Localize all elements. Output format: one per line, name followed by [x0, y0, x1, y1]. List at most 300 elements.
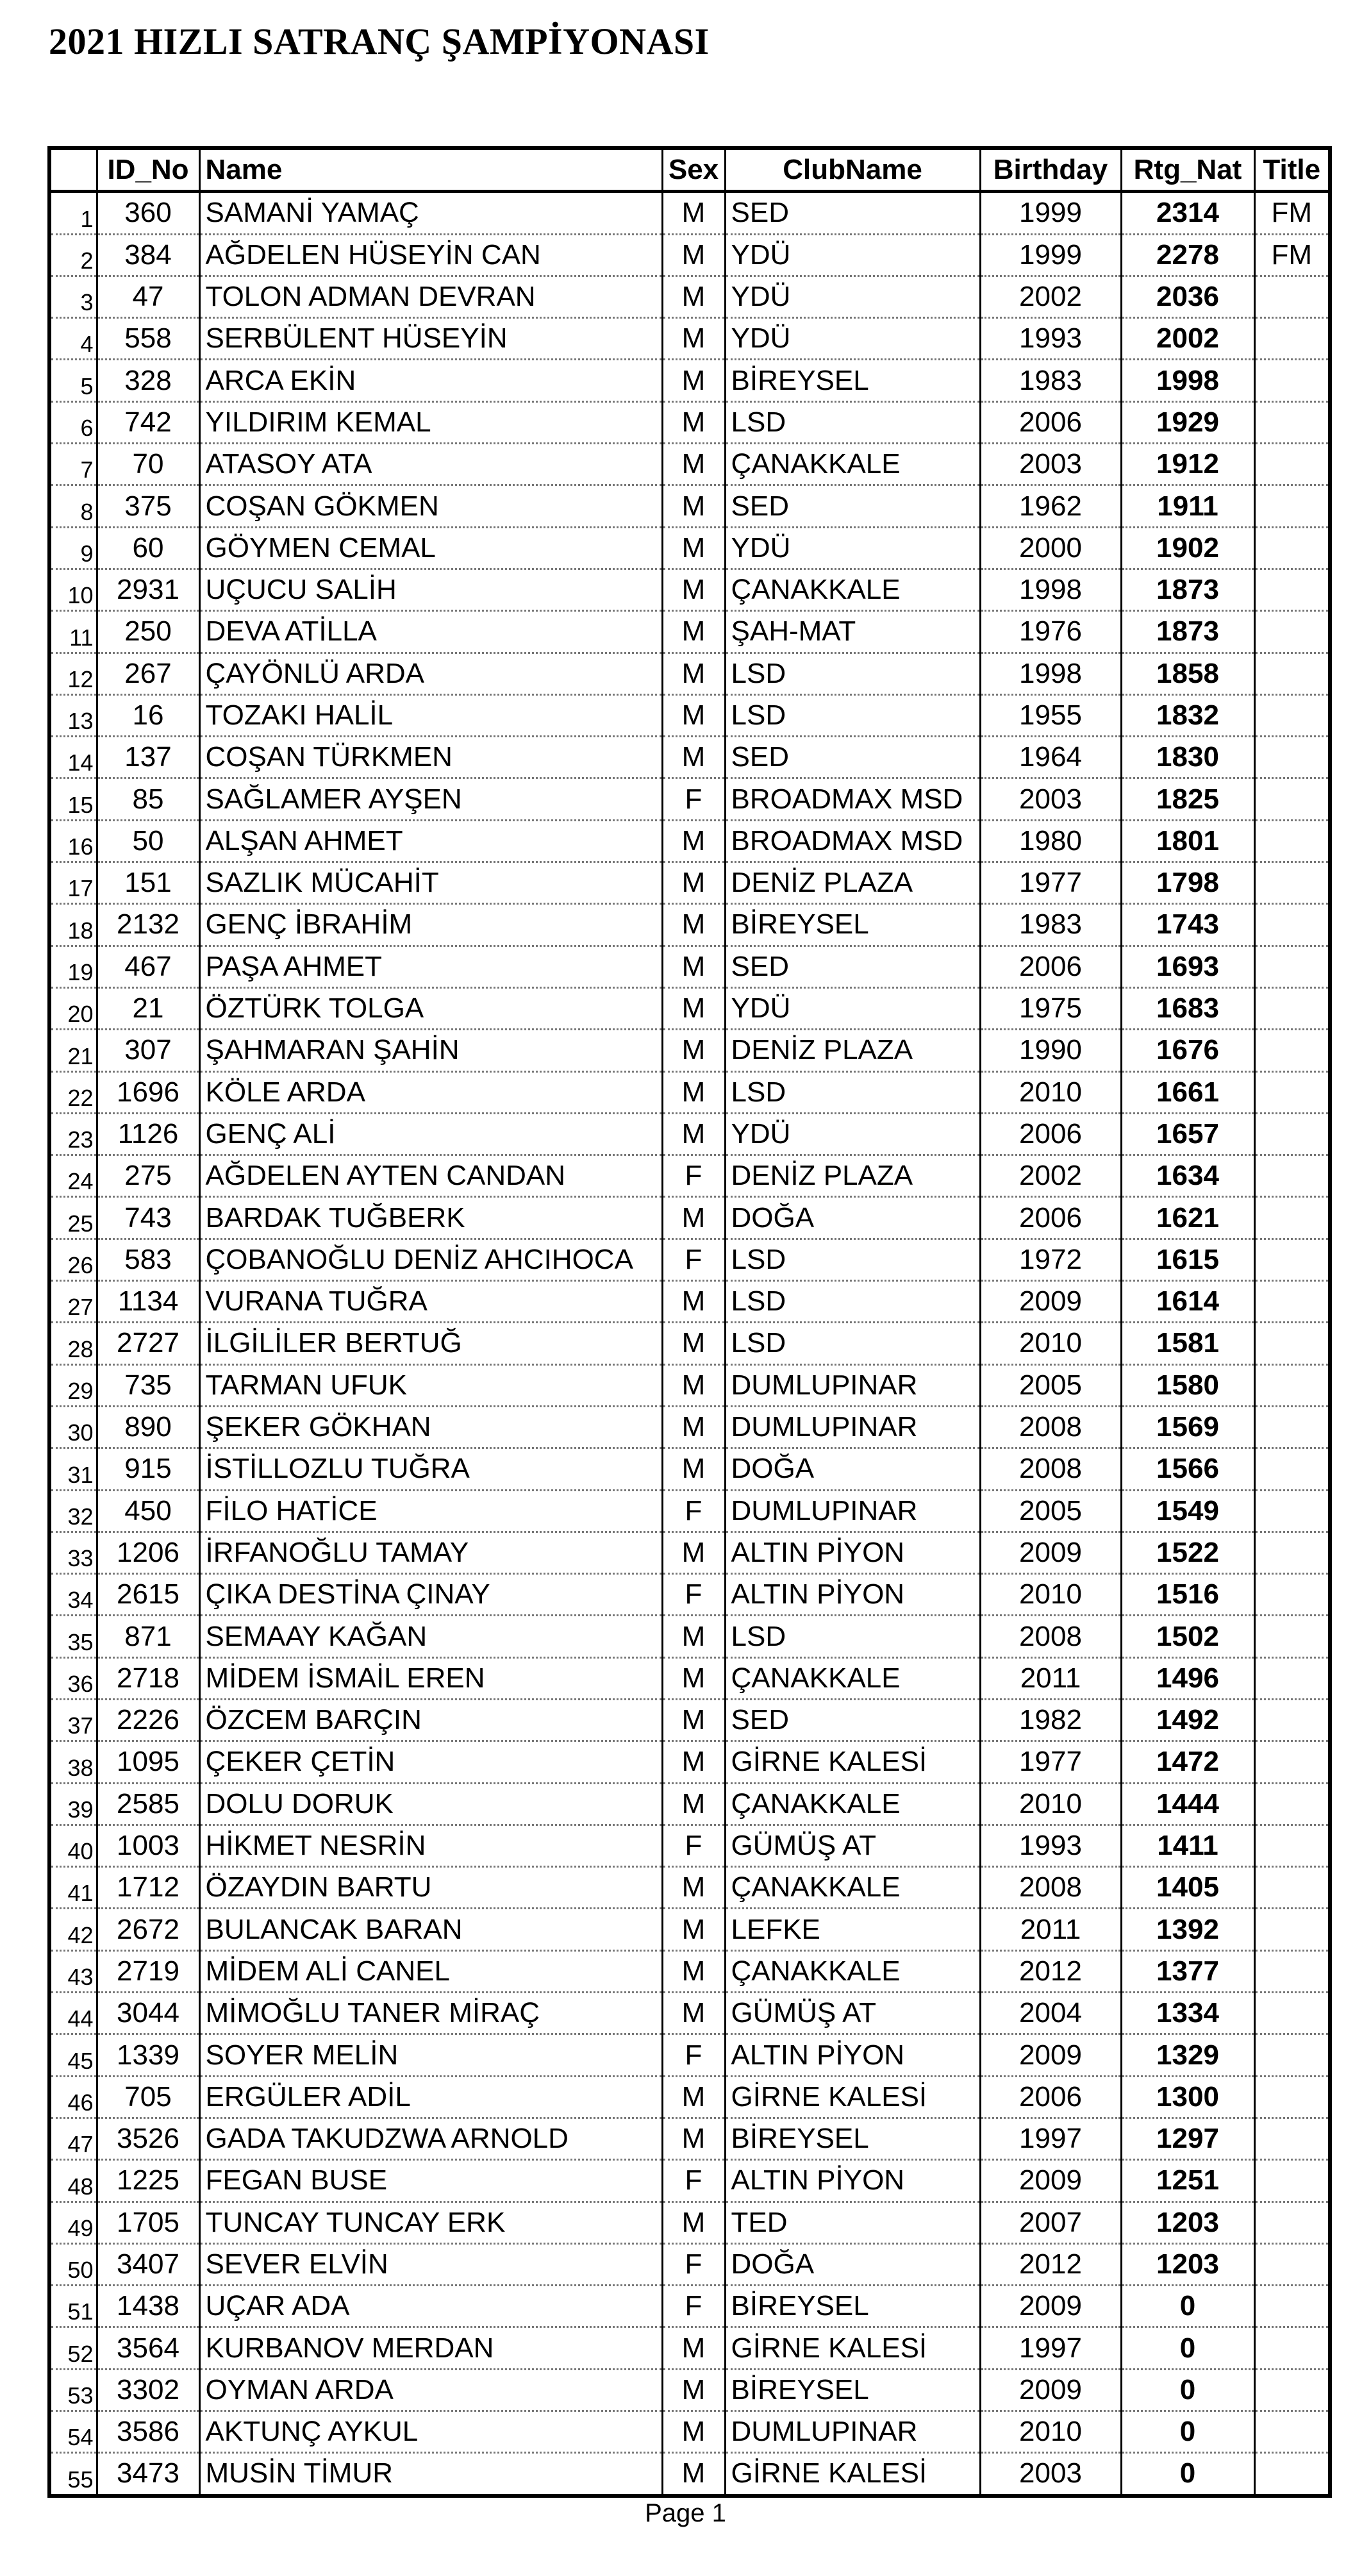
birth-year: 2005	[980, 1490, 1121, 1532]
club-name: BİREYSEL	[725, 360, 980, 401]
national-rating: 1566	[1121, 1448, 1254, 1490]
player-id: 2672	[97, 1909, 199, 1950]
birth-year: 1980	[980, 820, 1121, 862]
column-header-id: ID_No	[97, 148, 199, 192]
player-title	[1254, 360, 1330, 401]
player-title	[1254, 1323, 1330, 1364]
table-row	[49, 569, 1330, 610]
player-name: SAMANİ YAMAÇ	[199, 192, 662, 234]
table-row	[49, 1950, 1330, 1992]
row-number: 13	[49, 694, 97, 736]
player-id: 915	[97, 1448, 199, 1490]
national-rating: 1569	[1121, 1406, 1254, 1448]
player-name: SOYER MELİN	[199, 2034, 662, 2076]
player-name: ÇEKER ÇETİN	[199, 1741, 662, 1783]
player-title	[1254, 401, 1330, 443]
national-rating: 1203	[1121, 2243, 1254, 2285]
row-number: 46	[49, 2076, 97, 2118]
player-title	[1254, 1281, 1330, 1323]
row-number: 55	[49, 2453, 97, 2496]
table-row	[49, 1490, 1330, 1532]
player-sex: M	[662, 946, 725, 987]
player-sex: M	[662, 1071, 725, 1113]
player-sex: M	[662, 1197, 725, 1239]
national-rating: 1615	[1121, 1239, 1254, 1280]
player-id: 467	[97, 946, 199, 987]
birth-year: 2010	[980, 1574, 1121, 1616]
player-name: ATASOY ATA	[199, 444, 662, 485]
player-id: 742	[97, 401, 199, 443]
row-number: 23	[49, 1113, 97, 1155]
birth-year: 1983	[980, 904, 1121, 946]
national-rating: 0	[1121, 2327, 1254, 2369]
player-id: 2132	[97, 904, 199, 946]
birth-year: 2008	[980, 1406, 1121, 1448]
player-id: 2931	[97, 569, 199, 610]
birth-year: 2008	[980, 1448, 1121, 1490]
player-name: ERGÜLER ADİL	[199, 2076, 662, 2118]
player-name: BARDAK TUĞBERK	[199, 1197, 662, 1239]
player-sex: M	[662, 611, 725, 653]
player-id: 705	[97, 2076, 199, 2118]
birth-year: 2010	[980, 2411, 1121, 2453]
player-sex: M	[662, 1657, 725, 1699]
club-name: DOĞA	[725, 2243, 980, 2285]
birth-year: 2008	[980, 1616, 1121, 1657]
player-sex: M	[662, 1281, 725, 1323]
player-name: ŞAHMARAN ŞAHİN	[199, 1030, 662, 1071]
national-rating: 1830	[1121, 737, 1254, 778]
national-rating: 1657	[1121, 1113, 1254, 1155]
club-name: YDÜ	[725, 234, 980, 276]
player-title	[1254, 611, 1330, 653]
player-title	[1254, 1741, 1330, 1783]
row-number: 45	[49, 2034, 97, 2076]
player-id: 3044	[97, 1993, 199, 2034]
player-name: DEVA ATİLLA	[199, 611, 662, 653]
player-sex: M	[662, 2369, 725, 2411]
birth-year: 2006	[980, 2076, 1121, 2118]
row-number: 5	[49, 360, 97, 401]
player-id: 2719	[97, 1950, 199, 1992]
row-number: 14	[49, 737, 97, 778]
row-number: 39	[49, 1783, 97, 1825]
birth-year: 2008	[980, 1867, 1121, 1909]
player-rows	[49, 192, 1330, 2496]
club-name: ÇANAKKALE	[725, 444, 980, 485]
national-rating: 1581	[1121, 1323, 1254, 1364]
club-name: BİREYSEL	[725, 904, 980, 946]
birth-year: 2002	[980, 276, 1121, 317]
row-number: 11	[49, 611, 97, 653]
national-rating: 1873	[1121, 569, 1254, 610]
player-name: TOZAKI HALİL	[199, 694, 662, 736]
player-title	[1254, 820, 1330, 862]
table-row	[49, 862, 1330, 904]
player-title	[1254, 2202, 1330, 2243]
player-sex: F	[662, 2286, 725, 2327]
table-row	[49, 904, 1330, 946]
player-sex: M	[662, 1783, 725, 1825]
national-rating: 1798	[1121, 862, 1254, 904]
player-title	[1254, 1699, 1330, 1741]
birth-year: 2004	[980, 1993, 1121, 2034]
document-title: 2021 HIZLI SATRANÇ ŞAMPİYONASI	[49, 21, 710, 62]
club-name: LSD	[725, 1281, 980, 1323]
birth-year: 2002	[980, 1155, 1121, 1197]
club-name: DUMLUPINAR	[725, 1490, 980, 1532]
player-id: 871	[97, 1616, 199, 1657]
player-id: 70	[97, 444, 199, 485]
table-row	[49, 2118, 1330, 2159]
row-number: 38	[49, 1741, 97, 1783]
national-rating: 1392	[1121, 1909, 1254, 1950]
birth-year: 2009	[980, 2369, 1121, 2411]
birth-year: 2006	[980, 401, 1121, 443]
player-title	[1254, 1532, 1330, 1573]
club-name: DENİZ PLAZA	[725, 862, 980, 904]
row-number: 50	[49, 2243, 97, 2285]
player-id: 2727	[97, 1323, 199, 1364]
column-header-title: Title	[1254, 148, 1330, 192]
table-row	[49, 401, 1330, 443]
player-sex: F	[662, 1574, 725, 1616]
birth-year: 1983	[980, 360, 1121, 401]
table-row	[49, 946, 1330, 987]
club-name: ALTIN PİYON	[725, 2160, 980, 2202]
birth-year: 2006	[980, 1113, 1121, 1155]
player-sex: M	[662, 318, 725, 360]
table-row	[49, 2286, 1330, 2327]
player-title	[1254, 2286, 1330, 2327]
table-row	[49, 1364, 1330, 1406]
club-name: ÇANAKKALE	[725, 1950, 980, 1992]
row-number: 33	[49, 1532, 97, 1573]
table-row	[49, 2411, 1330, 2453]
table-row	[49, 2160, 1330, 2202]
table-row	[49, 2327, 1330, 2369]
player-id: 1438	[97, 2286, 199, 2327]
player-id: 47	[97, 276, 199, 317]
row-number: 8	[49, 485, 97, 527]
player-sex: M	[662, 569, 725, 610]
club-name: SED	[725, 485, 980, 527]
player-title	[1254, 2453, 1330, 2496]
row-number: 20	[49, 987, 97, 1029]
player-sex: M	[662, 1406, 725, 1448]
club-name: DENİZ PLAZA	[725, 1030, 980, 1071]
player-name: TOLON ADMAN DEVRAN	[199, 276, 662, 317]
club-name: DOĞA	[725, 1448, 980, 1490]
club-name: DOĞA	[725, 1197, 980, 1239]
national-rating: 1502	[1121, 1616, 1254, 1657]
club-name: SED	[725, 737, 980, 778]
player-title	[1254, 1993, 1330, 2034]
national-rating: 1334	[1121, 1993, 1254, 2034]
player-title	[1254, 318, 1330, 360]
player-name: AKTUNÇ AYKUL	[199, 2411, 662, 2453]
table-row	[49, 1155, 1330, 1197]
national-rating: 1472	[1121, 1741, 1254, 1783]
player-sex: M	[662, 276, 725, 317]
table-row	[49, 1616, 1330, 1657]
table-row	[49, 234, 1330, 276]
club-name: GÜMÜŞ AT	[725, 1825, 980, 1866]
player-sex: M	[662, 1532, 725, 1573]
birth-year: 1977	[980, 1741, 1121, 1783]
player-id: 250	[97, 611, 199, 653]
row-number: 28	[49, 1323, 97, 1364]
birth-year: 2011	[980, 1909, 1121, 1950]
birth-year: 1997	[980, 2118, 1121, 2159]
row-number: 43	[49, 1950, 97, 1992]
table-row	[49, 2369, 1330, 2411]
club-name: GİRNE KALESİ	[725, 1741, 980, 1783]
player-name: GENÇ ALİ	[199, 1113, 662, 1155]
table-row	[49, 987, 1330, 1029]
birth-year: 2006	[980, 946, 1121, 987]
club-name: YDÜ	[725, 987, 980, 1029]
player-name: COŞAN TÜRKMEN	[199, 737, 662, 778]
table-row	[49, 2034, 1330, 2076]
player-id: 1339	[97, 2034, 199, 2076]
club-name: ŞAH-MAT	[725, 611, 980, 653]
club-name: GİRNE KALESİ	[725, 2076, 980, 2118]
national-rating: 1873	[1121, 611, 1254, 653]
player-sex: M	[662, 1993, 725, 2034]
table-row	[49, 360, 1330, 401]
club-name: TED	[725, 2202, 980, 2243]
row-number: 3	[49, 276, 97, 317]
player-name: ÖZAYDIN BARTU	[199, 1867, 662, 1909]
table-row	[49, 737, 1330, 778]
player-sex: F	[662, 778, 725, 820]
club-name: YDÜ	[725, 527, 980, 569]
player-id: 1696	[97, 1071, 199, 1113]
player-sex: M	[662, 401, 725, 443]
player-title	[1254, 2160, 1330, 2202]
player-name: ÇIKA DESTİNA ÇINAY	[199, 1574, 662, 1616]
table-row	[49, 485, 1330, 527]
club-name: ALTIN PİYON	[725, 2034, 980, 2076]
player-id: 85	[97, 778, 199, 820]
player-sex: M	[662, 1448, 725, 1490]
player-id: 3586	[97, 2411, 199, 2453]
birth-year: 1972	[980, 1239, 1121, 1280]
player-title	[1254, 1909, 1330, 1950]
player-id: 1712	[97, 1867, 199, 1909]
table-row	[49, 694, 1330, 736]
row-number: 10	[49, 569, 97, 610]
birth-year: 2003	[980, 778, 1121, 820]
club-name: SED	[725, 192, 980, 234]
national-rating: 1676	[1121, 1030, 1254, 1071]
player-sex: M	[662, 234, 725, 276]
player-name: BULANCAK BARAN	[199, 1909, 662, 1950]
birth-year: 1999	[980, 192, 1121, 234]
birth-year: 1976	[980, 611, 1121, 653]
player-title	[1254, 1406, 1330, 1448]
player-name: ARCA EKİN	[199, 360, 662, 401]
player-sex: M	[662, 1113, 725, 1155]
birth-year: 2012	[980, 1950, 1121, 1992]
player-title	[1254, 653, 1330, 694]
player-title	[1254, 2243, 1330, 2285]
player-name: ÖZCEM BARÇIN	[199, 1699, 662, 1741]
player-id: 743	[97, 1197, 199, 1239]
player-title	[1254, 2076, 1330, 2118]
player-sex: M	[662, 1364, 725, 1406]
table-row	[49, 1281, 1330, 1323]
player-id: 1705	[97, 2202, 199, 2243]
player-sex: M	[662, 1030, 725, 1071]
club-name: ÇANAKKALE	[725, 1867, 980, 1909]
player-name: AĞDELEN HÜSEYİN CAN	[199, 234, 662, 276]
player-name: GENÇ İBRAHİM	[199, 904, 662, 946]
player-title	[1254, 778, 1330, 820]
national-rating: 1203	[1121, 2202, 1254, 2243]
player-title	[1254, 737, 1330, 778]
national-rating: 1300	[1121, 2076, 1254, 2118]
table-row	[49, 1909, 1330, 1950]
club-name: SED	[725, 1699, 980, 1741]
national-rating: 1743	[1121, 904, 1254, 946]
club-name: ÇANAKKALE	[725, 1783, 980, 1825]
player-id: 735	[97, 1364, 199, 1406]
player-id: 328	[97, 360, 199, 401]
column-header-rating: Rtg_Nat	[1121, 148, 1254, 192]
player-name: OYMAN ARDA	[199, 2369, 662, 2411]
table-row	[49, 2453, 1330, 2496]
birth-year: 1975	[980, 987, 1121, 1029]
column-header-birthday: Birthday	[980, 148, 1121, 192]
page-number: Page 1	[645, 2499, 726, 2527]
player-id: 267	[97, 653, 199, 694]
player-id: 450	[97, 1490, 199, 1532]
player-sex: M	[662, 485, 725, 527]
player-sex: M	[662, 1867, 725, 1909]
national-rating: 1858	[1121, 653, 1254, 694]
player-title	[1254, 1950, 1330, 1992]
national-rating: 1683	[1121, 987, 1254, 1029]
player-sex: M	[662, 527, 725, 569]
player-id: 1206	[97, 1532, 199, 1573]
player-sex: F	[662, 2160, 725, 2202]
player-sex: M	[662, 820, 725, 862]
row-number: 26	[49, 1239, 97, 1280]
player-sex: M	[662, 192, 725, 234]
birth-year: 1964	[980, 737, 1121, 778]
player-name: UÇAR ADA	[199, 2286, 662, 2327]
player-sex: M	[662, 2076, 725, 2118]
row-number: 15	[49, 778, 97, 820]
player-name: KÖLE ARDA	[199, 1071, 662, 1113]
table-row	[49, 1574, 1330, 1616]
national-rating: 1614	[1121, 1281, 1254, 1323]
player-name: ÖZTÜRK TOLGA	[199, 987, 662, 1029]
birth-year: 2010	[980, 1783, 1121, 1825]
club-name: BROADMAX MSD	[725, 820, 980, 862]
player-sex: M	[662, 1323, 725, 1364]
player-title	[1254, 2327, 1330, 2369]
table-row	[49, 820, 1330, 862]
player-table	[47, 146, 1332, 2498]
club-name: BİREYSEL	[725, 2286, 980, 2327]
national-rating: 1902	[1121, 527, 1254, 569]
player-sex: M	[662, 444, 725, 485]
club-name: LSD	[725, 1616, 980, 1657]
player-title	[1254, 1113, 1330, 1155]
birth-year: 2010	[980, 1071, 1121, 1113]
table-row	[49, 1825, 1330, 1866]
player-name: SERBÜLENT HÜSEYİN	[199, 318, 662, 360]
row-number: 24	[49, 1155, 97, 1197]
row-number: 22	[49, 1071, 97, 1113]
club-name: BROADMAX MSD	[725, 778, 980, 820]
row-number: 16	[49, 820, 97, 862]
player-title	[1254, 569, 1330, 610]
row-number: 40	[49, 1825, 97, 1866]
row-number: 53	[49, 2369, 97, 2411]
player-title	[1254, 694, 1330, 736]
player-title	[1254, 1574, 1330, 1616]
club-name: GİRNE KALESİ	[725, 2453, 980, 2496]
national-rating: 1801	[1121, 820, 1254, 862]
player-id: 375	[97, 485, 199, 527]
player-title	[1254, 946, 1330, 987]
player-sex: F	[662, 1825, 725, 1866]
row-number: 18	[49, 904, 97, 946]
table-row	[49, 1406, 1330, 1448]
player-name: İLGİLİLER BERTUĞ	[199, 1323, 662, 1364]
column-header-name: Name	[199, 148, 662, 192]
player-sex: M	[662, 2327, 725, 2369]
player-id: 2615	[97, 1574, 199, 1616]
player-sex: M	[662, 1741, 725, 1783]
national-rating: 1411	[1121, 1825, 1254, 1866]
player-id: 3526	[97, 2118, 199, 2159]
player-name: SAĞLAMER AYŞEN	[199, 778, 662, 820]
player-sex: M	[662, 987, 725, 1029]
player-id: 151	[97, 862, 199, 904]
birth-year: 2007	[980, 2202, 1121, 2243]
national-rating: 1634	[1121, 1155, 1254, 1197]
table-row	[49, 276, 1330, 317]
player-id: 21	[97, 987, 199, 1029]
club-name: LSD	[725, 694, 980, 736]
player-title	[1254, 1197, 1330, 1239]
player-title	[1254, 1071, 1330, 1113]
national-rating: 1377	[1121, 1950, 1254, 1992]
player-title	[1254, 1239, 1330, 1280]
player-name: DOLU DORUK	[199, 1783, 662, 1825]
national-rating: 2314	[1121, 192, 1254, 234]
table-row	[49, 1323, 1330, 1364]
national-rating: 1832	[1121, 694, 1254, 736]
player-id: 3564	[97, 2327, 199, 2369]
player-sex: M	[662, 2453, 725, 2496]
birth-year: 1997	[980, 2327, 1121, 2369]
row-number: 2	[49, 234, 97, 276]
player-id: 50	[97, 820, 199, 862]
club-name: LSD	[725, 1071, 980, 1113]
player-name: HİKMET NESRİN	[199, 1825, 662, 1866]
birth-year: 1998	[980, 653, 1121, 694]
player-name: GÖYMEN CEMAL	[199, 527, 662, 569]
table-row	[49, 1699, 1330, 1741]
national-rating: 2002	[1121, 318, 1254, 360]
national-rating: 1405	[1121, 1867, 1254, 1909]
